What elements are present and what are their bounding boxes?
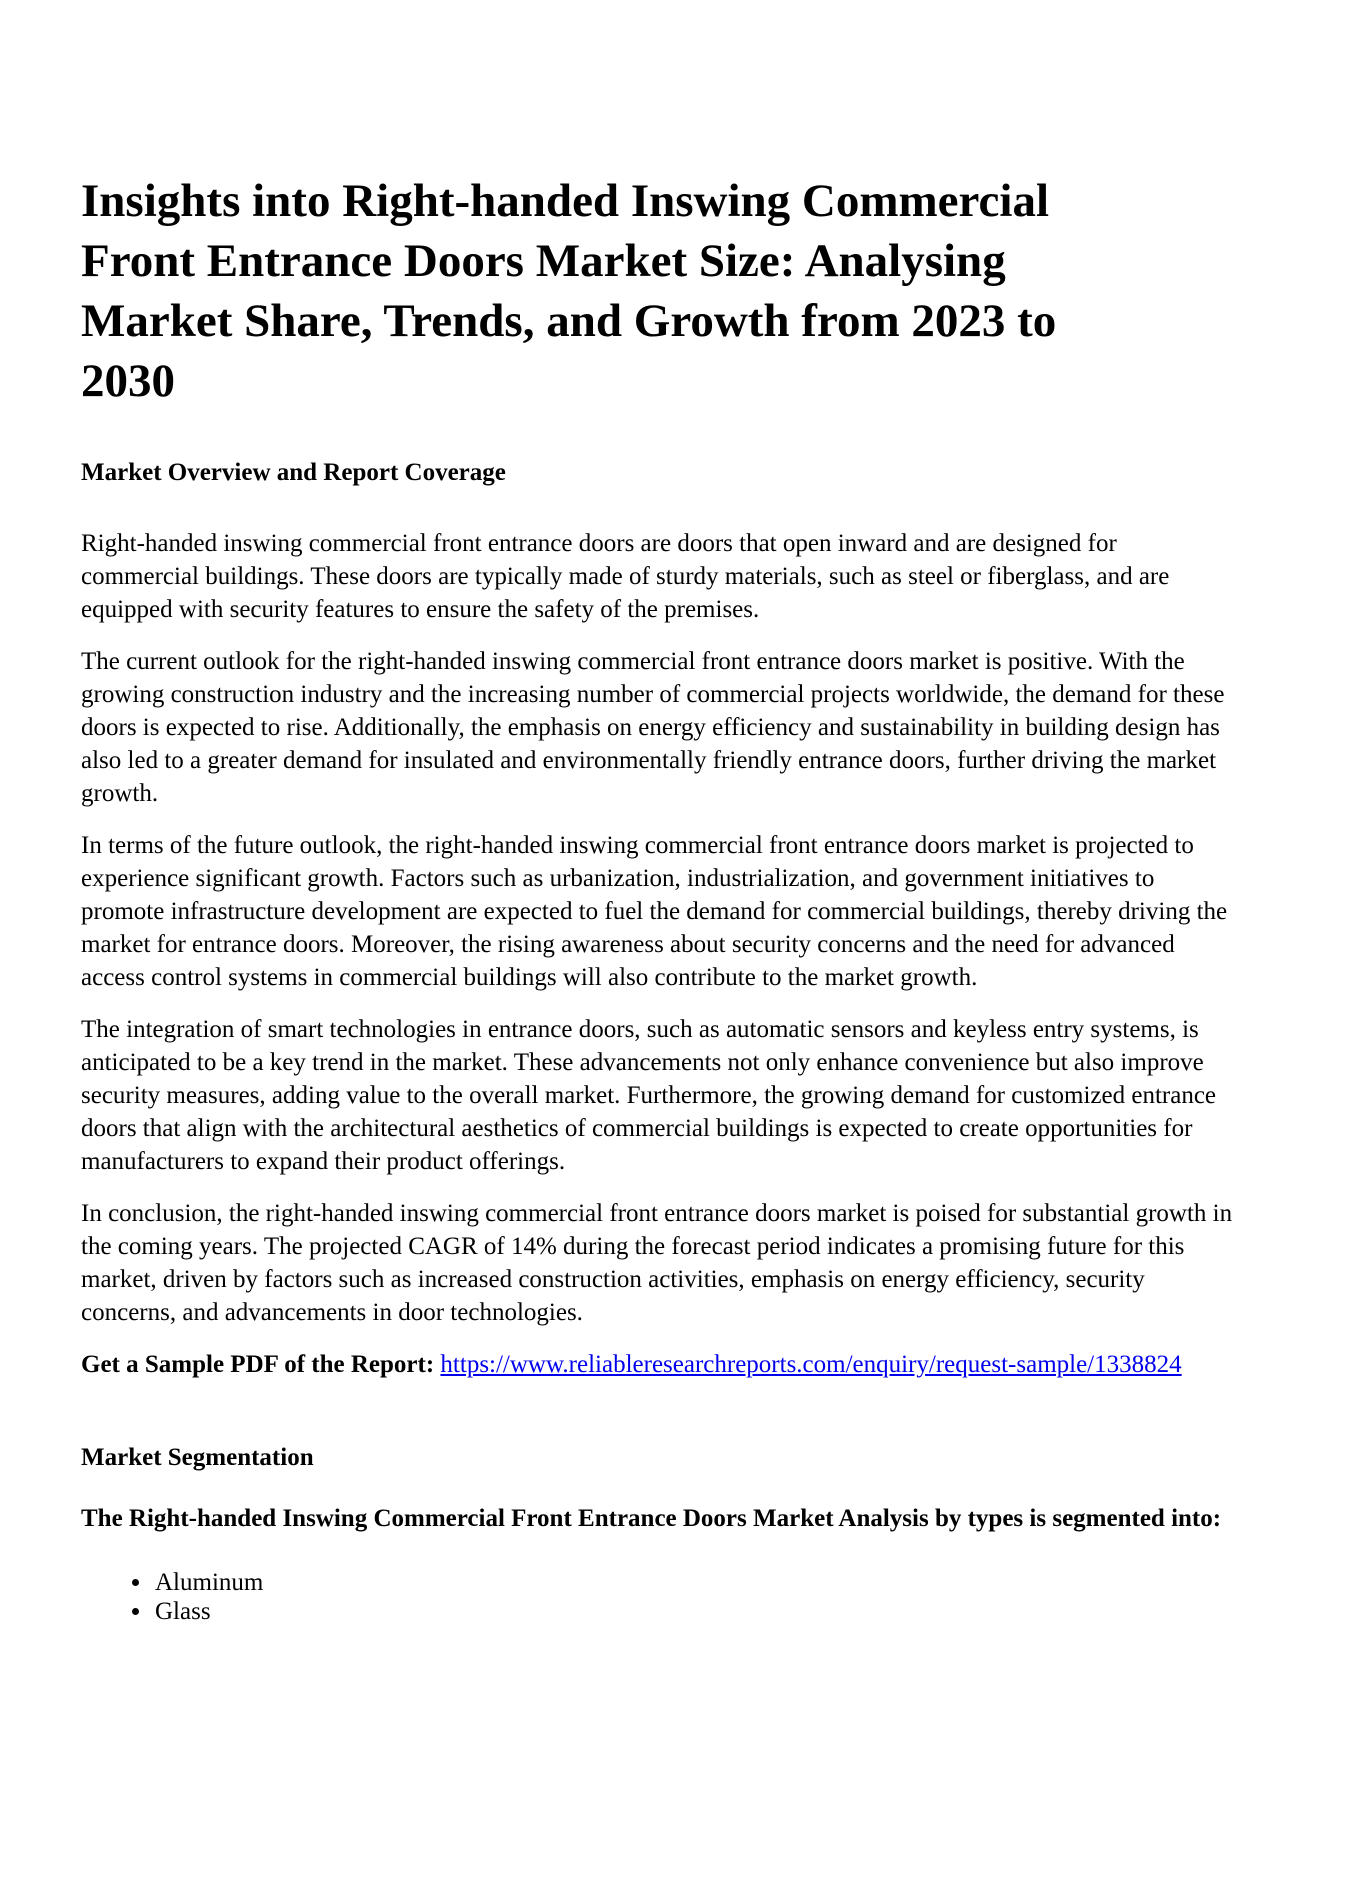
overview-paragraph-2: The current outlook for the right-handed inswing commercial front entrance doors market is positive. With the growing construction industry and the increasing number of commercial projects worldwide, the demand for these doors is expected to rise. Additionally, the emphasis on energy efficiency and sustainability in building design has also led to a greater demand for insulated and environmentally friendly entrance doors, further driving the market growth. [81, 647, 1225, 807]
section-heading-segmentation: Market Segmentation [81, 1443, 314, 1471]
sample-pdf-link[interactable]: https://www.reliableresearchreports.com/enquiry/request-sample/1338824 [440, 1350, 1182, 1378]
type-list [81, 1568, 1240, 1626]
type-item-aluminum: • Aluminum [153, 1568, 1240, 1597]
sample-pdf-line [81, 1348, 1240, 1381]
overview-paragraph-4: The integration of smart technologies in entrance doors, such as automatic sensors and keyless entry systems, is anticipated to be a key trend in the market. These advancements not only enhance convenience but also improve security measures, adding value to the overall market. Furthermore, the growing demand for customized entrance doors that align with the architectural aesthetics of commercial buildings is expected to create opportunities for manufacturers to expand their product offerings. [81, 1015, 1217, 1175]
overview-paragraph-5: In conclusion, the right-handed inswing commercial front entrance doors market is poised for substantial growth in the coming years. The projected CAGR of 14% during the forecast period indicates a promising future for this market, driven by factors such as increased construction activities, emphasis on energy efficiency, security concerns, and advancements in door technologies. [81, 1199, 1233, 1326]
section-heading-overview: Market Overview and Report Coverage [81, 458, 506, 486]
sample-pdf-label: Get a Sample PDF of the Report: [81, 1350, 435, 1378]
overview-paragraph-3: In terms of the future outlook, the right-handed inswing commercial front entrance doors market is projected to experience significant growth. Factors such as urbanization, industrialization, and government initiatives to promote infrastructure development are expected to fuel the demand for commercial buildings, thereby driving the market for entrance doors. Moreover, the rising awareness about security concerns and the need for advanced access control systems in commercial buildings will also contribute to the market growth. [81, 831, 1228, 991]
types-intro: The Right-handed Inswing Commercial Front Entrance Doors Market Analysis by types is segmented into: [81, 1504, 1222, 1532]
overview-paragraph-1: Right-handed inswing commercial front entrance doors are doors that open inward and are designed for commercial buildings. These doors are typically made of sturdy materials, such as steel or fiberglass, and are equipped with security features to ensure the safety of the premises. [81, 529, 1170, 623]
type-item-glass: • Glass [153, 1597, 1240, 1626]
document-title: Insights into Right-handed Inswing Commercial Front Entrance Doors Market Size: Analysing Market Share, Trends, and Growth from 2023 to 2030 [81, 175, 1057, 407]
